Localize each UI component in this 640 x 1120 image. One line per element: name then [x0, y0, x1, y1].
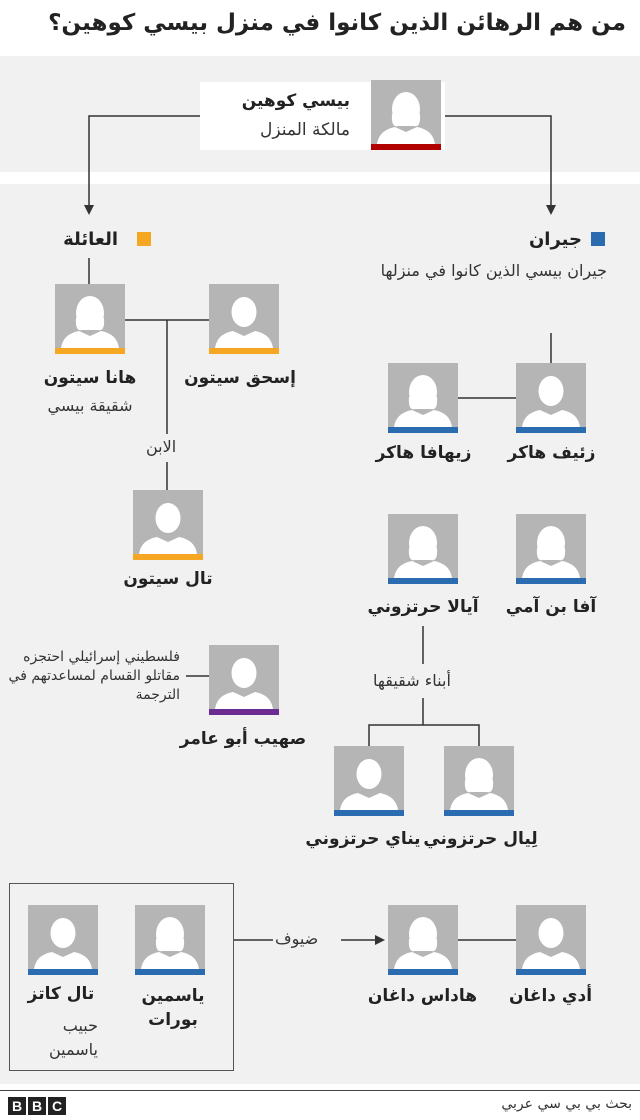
neighbours-desc: جيران بيسي الذين كانوا في منزلها [380, 261, 607, 280]
ayala-avatar [388, 514, 458, 584]
yanai-avatar [334, 746, 404, 816]
yasmin-name: ياسمين بورات [141, 986, 205, 1030]
bbc-logo: B B C [8, 1097, 66, 1115]
suhaib-avatar [209, 645, 279, 715]
family-label: العائلة [63, 229, 118, 250]
family-color-swatch [137, 232, 151, 246]
hadas-avatar [388, 905, 458, 975]
tal-katz-name: تال كاتز [27, 984, 95, 1004]
page-title: من هم الرهائن الذين كانوا في منزل بيسي كوهين؟ [48, 10, 626, 36]
owner-family-arrow [89, 116, 200, 213]
owner-role: مالكة المنزل [260, 120, 350, 140]
afa-name: آفا بن آمي [505, 597, 597, 617]
ishaq-name: إسحق سيتون [184, 368, 296, 388]
footer-credit: بحث بي بي سي عربي [501, 1096, 632, 1112]
hana-desc: شقيقة بيسي [47, 396, 133, 415]
adi-name: أدي داغان [508, 986, 593, 1006]
owner-neighbours-arrow [445, 116, 551, 213]
footer-divider [0, 1090, 640, 1091]
afa-avatar [516, 514, 586, 584]
zeev-name: زئيف هاكر [507, 443, 596, 463]
son-label: الابن [146, 437, 177, 456]
hana-avatar [55, 284, 125, 354]
owner-avatar [371, 80, 441, 150]
ishaq-avatar [209, 284, 279, 354]
ayala-name: آيالا حرتزوني [367, 597, 479, 617]
lyal-avatar [444, 746, 514, 816]
suhaib-desc: فلسطيني إسرائيلي احتجزه مقاتلو القسام لمساعدتهم في الترجمة [8, 649, 180, 703]
lyal-name: لِيال حرتزوني [423, 829, 538, 849]
hadas-name: هاداس داغان [367, 986, 478, 1006]
neighbours-color-swatch [591, 232, 605, 246]
neighbours-label: جيران [528, 229, 582, 250]
guests-label: ضيوف [275, 929, 319, 948]
tal-avatar [133, 490, 203, 560]
owner-name: بيسي كوهين [241, 91, 350, 111]
hana-name: هانا سيتون [43, 368, 137, 388]
yanai-name: يناي حرتزوني [305, 829, 421, 849]
tal-katz-desc: حبيب ياسمين [49, 1016, 98, 1059]
adi-avatar [516, 905, 586, 975]
zeev-avatar [516, 363, 586, 433]
zehava-avatar [388, 363, 458, 433]
nephews-label: أبناء شقيقها [373, 671, 451, 690]
zehava-name: زيهافا هاكر [375, 443, 472, 463]
suhaib-name: صهيب أبو عامر [179, 729, 307, 749]
tal-name: تال سيتون [123, 569, 213, 589]
